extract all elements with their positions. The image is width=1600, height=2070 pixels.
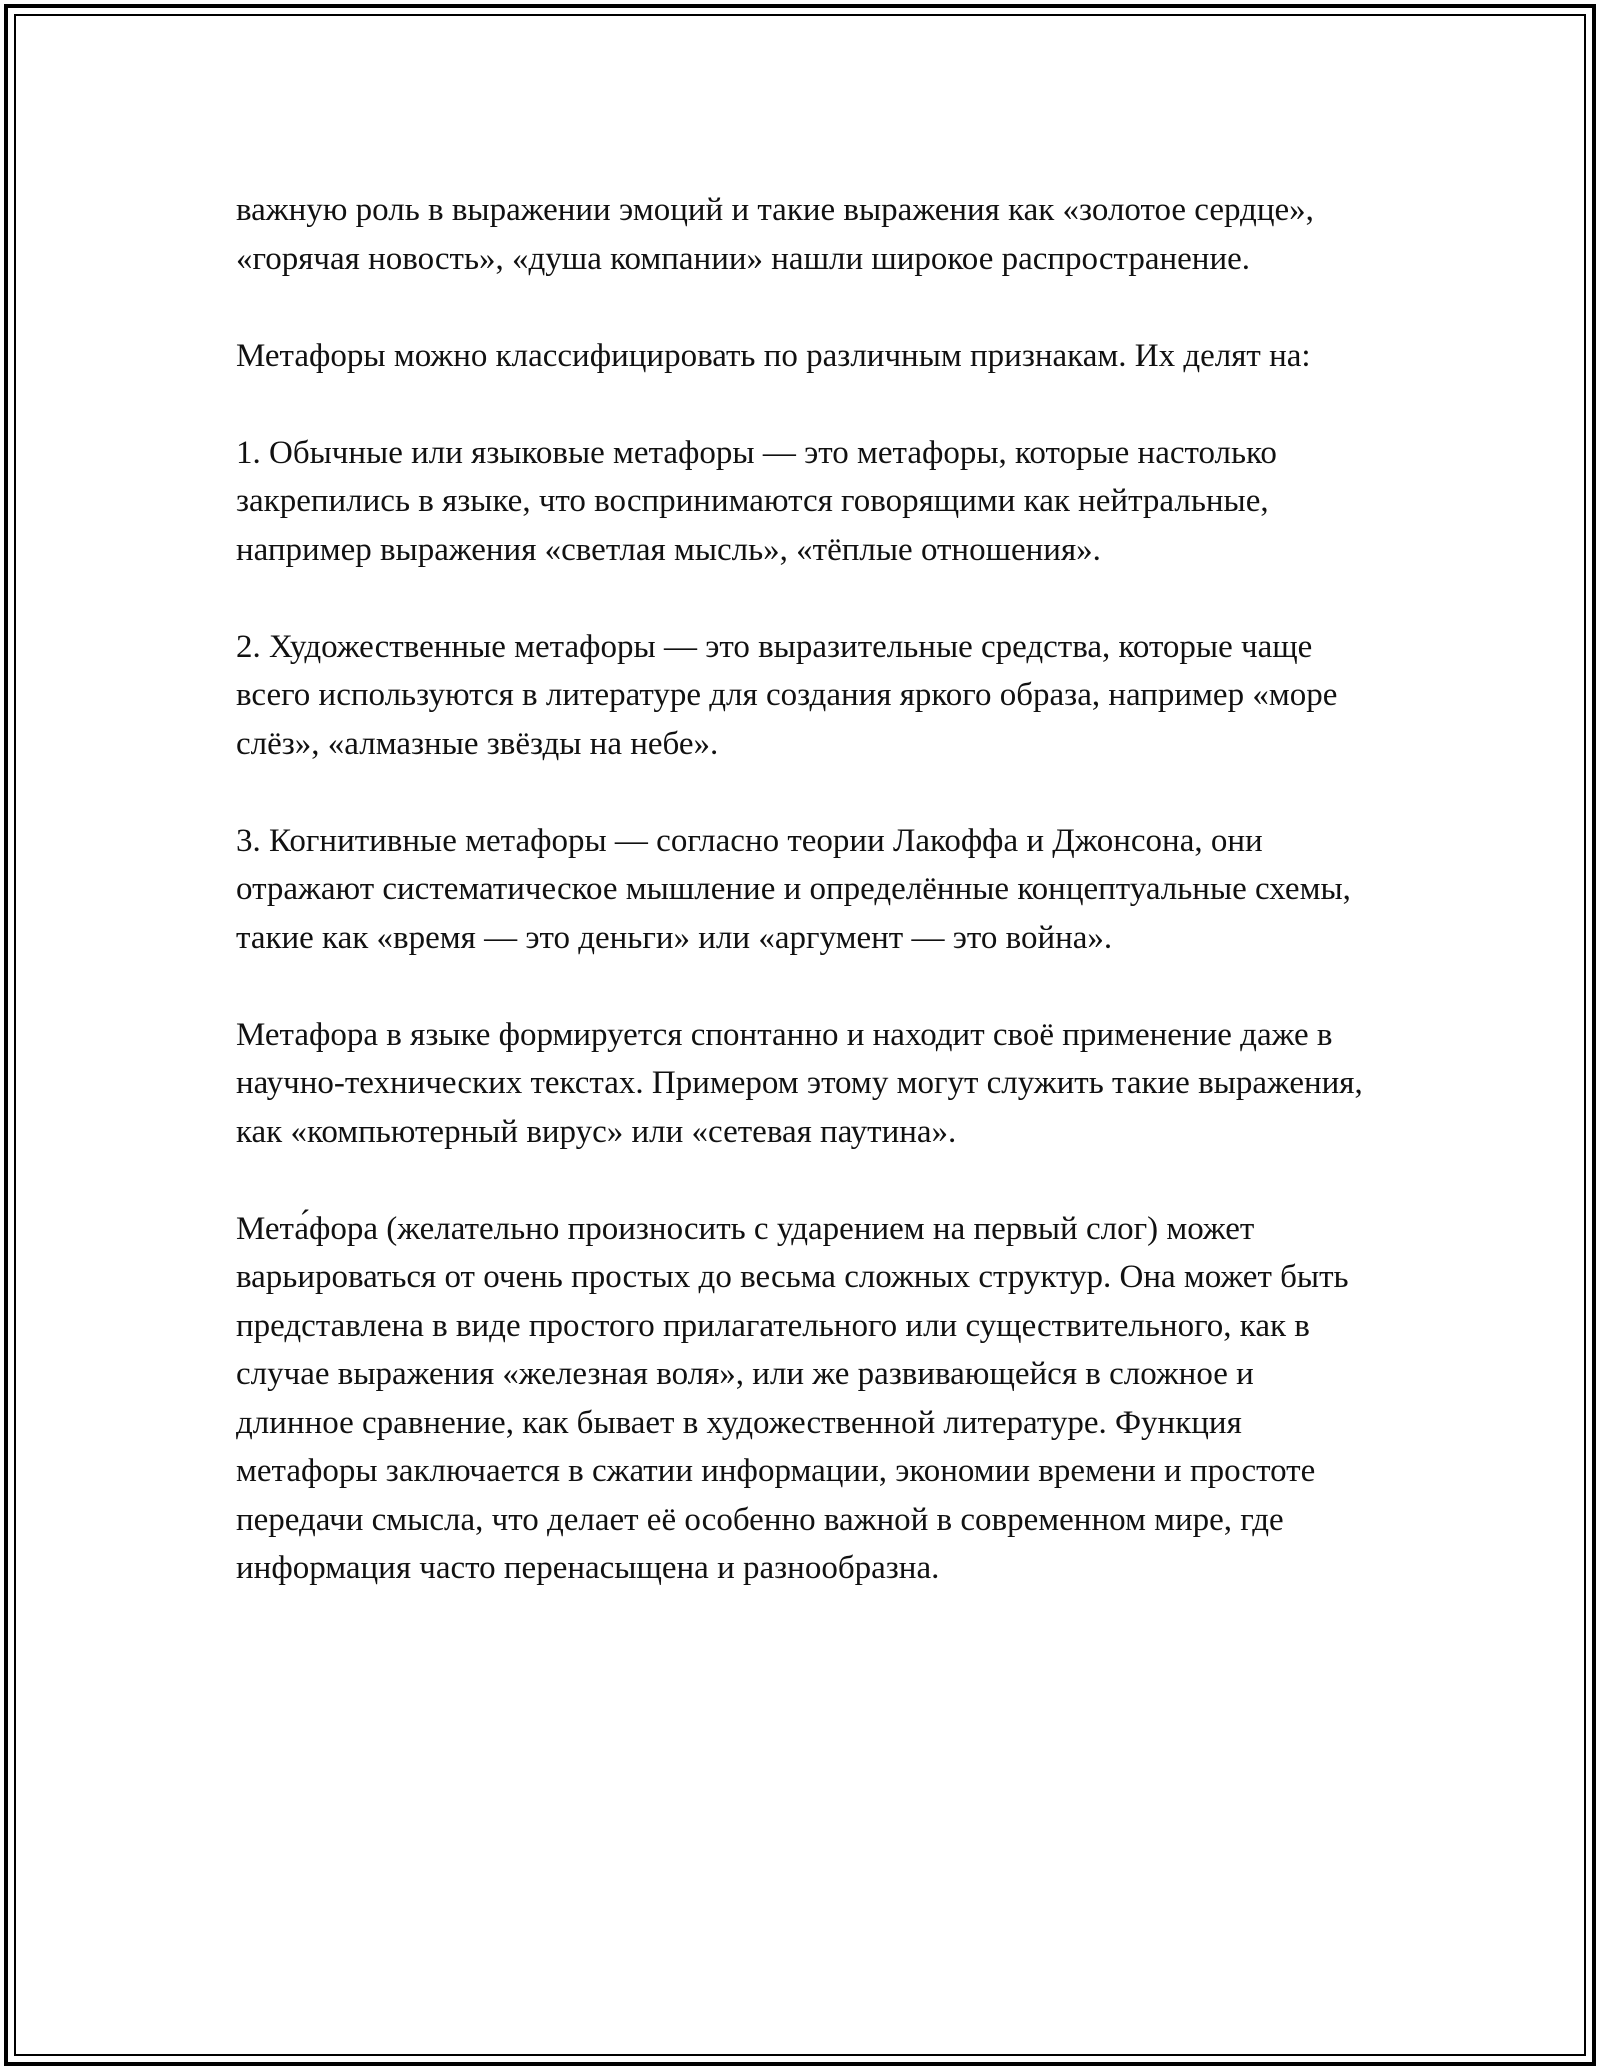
paragraph-item-2: 2. Художественные метафоры — это выразительные средства, которые чаще всего используются в литературе для создания яркого образа, например «море слёз», «алмазные звёзды на небе». <box>236 628 1338 762</box>
paragraph-continuation: важную роль в выражении эмоций и такие выражения как «золотое сердце», «горячая новость», «душа компании» нашли широкое распространение. <box>236 192 1314 277</box>
paragraph-item-1: 1. Обычные или языковые метафоры — это метафоры, которые настолько закрепились в языке, что воспринимаются говорящими как нейтральные, например выражения «светлая мысль», «тёплые отношения». <box>236 434 1277 568</box>
document-body <box>236 186 1366 1641</box>
paragraph-classification-intro: Метафоры можно классифицировать по различным признакам. Их делят на: <box>236 337 1311 374</box>
paragraph-item-3: 3. Когнитивные метафоры — согласно теории Лакоффа и Джонсона, они отражают систематическое мышление и определённые концептуальные схемы, такие как «время — это деньги» или «аргумент — это война». <box>236 822 1351 956</box>
paragraph-metaphor-function: Мета́фора (желательно произносить с ударением на первый слог) может варьироваться от очень простых до весьма сложных структур. Она может быть представлена в виде простого прилагательного или существительного, как в случае выражения «железная воля», или же развивающейся в сложное и длинное сравнение, как бывает в художественной литературе. Функция метафоры заключается в сжатии информации, экономии времени и простоте передачи смысла, что делает её особенно важной в современном мире, где информация часто перенасыщена и разнообразна. <box>236 1210 1349 1586</box>
paragraph-technical-texts: Метафора в языке формируется спонтанно и находит своё применение даже в научно-технических текстах. Примером этому могут служить такие выражения, как «компьютерный вирус» или «сетевая паутина». <box>236 1016 1363 1150</box>
